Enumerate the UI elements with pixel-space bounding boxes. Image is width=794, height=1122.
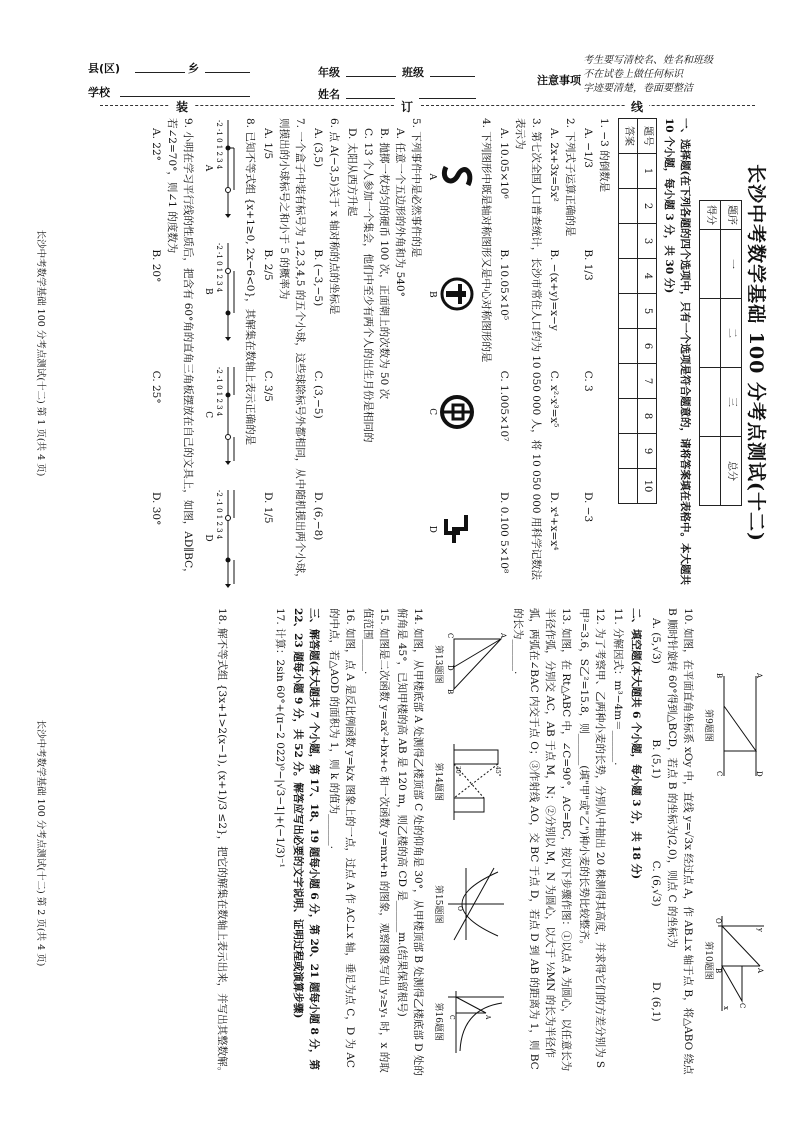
score-input[interactable] xyxy=(700,437,721,506)
section-3-heading: 三、解答题(本大题共 7 个小题，第 17、18、19 题每小题 6 分，第 20、21 题每小题 8 分，第 22、23 题每小题 9 分，共 52 分。解答应写出必要的文字说明、证明过程或演算步骤) xyxy=(292,608,320,1070)
answer-cell: 7 xyxy=(638,364,657,399)
option: C. 3 xyxy=(582,370,594,392)
option: C. x²·x³=x⁵ xyxy=(548,370,560,428)
question-17: 17. 计算：2sin 60°+(π−2 022)⁰−|√3−1|+(−1/3)⁻¹ xyxy=(274,608,286,868)
figures-13-16 xyxy=(430,608,506,1078)
question-4: 4. 下列图形中既是轴对称图形又是中心对称图形的是 xyxy=(480,118,492,363)
answer-input[interactable] xyxy=(619,224,638,259)
option: B. 10.05×10⁵ xyxy=(498,249,510,321)
option: D. 0.100 5×10⁸ xyxy=(498,491,510,574)
question-14: 14. 如图，从甲楼底部 A 处测得乙楼顶部 C 处的仰角是 30°，从甲楼顶部 B 处测得乙楼底部 D 处的俯角是 45°，已知甲楼的高 AB 是 120 m，则乙楼的高 CD 是______m.(结果保留根号) xyxy=(396,608,424,1076)
answer-table xyxy=(618,118,657,504)
option: A. −1/3 xyxy=(582,128,594,168)
option: A. (5,√3) xyxy=(650,618,662,664)
number-line-d xyxy=(200,488,238,588)
notice-item: 不在试卷上做任何标识 xyxy=(583,69,683,80)
answer-input[interactable] xyxy=(619,469,638,504)
figure-label: C xyxy=(203,411,213,419)
question-3: 3. 第七次全国人口普查统计，长沙市常住人口约为 10 050 000 人，将 10 050 000 用科学记数法表示为 xyxy=(514,118,542,580)
option: C. (6,√3) xyxy=(650,860,662,907)
page-1 xyxy=(30,118,770,588)
question-3-options xyxy=(496,118,512,588)
answer-cell: 4 xyxy=(638,259,657,294)
figure-16 xyxy=(430,987,506,1057)
school-label: 学校 xyxy=(88,86,110,99)
option: D. 太阳从西方升起 xyxy=(346,128,358,217)
notice-item: 考生要写清校名、姓名和班级 xyxy=(583,55,713,66)
logo-option-b xyxy=(428,271,474,317)
score-cell: 得分 xyxy=(700,201,721,230)
answer-cell: 8 xyxy=(638,399,657,434)
logo-option-d xyxy=(428,506,474,552)
buildings-figure-icon xyxy=(446,742,506,822)
number-line-b xyxy=(200,241,238,341)
option: B. 20° xyxy=(150,249,162,283)
score-table xyxy=(699,200,742,506)
figure-caption: 第15题图 xyxy=(433,885,443,924)
figure-label: B xyxy=(427,290,437,298)
answer-cell: 5 xyxy=(638,294,657,329)
figure-caption: 第13题图 xyxy=(433,645,443,684)
svg-text:A: A xyxy=(755,672,763,678)
page-title: 长沙中考数学基础 100 分考点测试(十二) xyxy=(745,164,767,542)
question-4-figures xyxy=(428,118,474,588)
question-10-options xyxy=(648,608,664,1078)
svg-text:30°: 30° xyxy=(454,765,461,777)
figure-10 xyxy=(700,906,766,1016)
svg-text:B: B xyxy=(446,689,454,695)
score-input[interactable] xyxy=(700,230,721,299)
option: A. 1/5 xyxy=(262,128,274,160)
number-line-icon xyxy=(216,365,238,465)
answer-cell: 3 xyxy=(638,224,657,259)
grade-field[interactable] xyxy=(346,76,396,77)
question-11: 11. 分解因式：m³−4m＝______. xyxy=(612,608,624,766)
score-input[interactable] xyxy=(700,368,721,437)
svg-text:C: C xyxy=(738,1002,746,1008)
question-9-options xyxy=(148,118,164,588)
option: A. 2x+3x=5x² xyxy=(548,128,560,202)
answer-cell: 10 xyxy=(638,469,657,504)
answer-input[interactable] xyxy=(619,364,638,399)
notice-box xyxy=(583,54,753,96)
answer-input[interactable] xyxy=(619,434,638,469)
binding-word: 装 xyxy=(170,98,194,115)
option: D. 1/5 xyxy=(262,491,274,524)
number-line-icon xyxy=(216,241,238,341)
score-input[interactable] xyxy=(700,299,721,368)
notice-title: 注意事项 xyxy=(537,74,581,87)
question-5: 5. 下列事件中是必然事件的是 xyxy=(410,118,422,258)
option: D. (6,1) xyxy=(650,981,662,1022)
option: A. 10.05×10⁶ xyxy=(498,128,510,199)
svg-text:C: C xyxy=(448,1014,455,1020)
figure-14 xyxy=(430,742,506,822)
answer-input[interactable] xyxy=(619,259,638,294)
s-shape-logo-icon xyxy=(440,157,474,197)
figure-9 xyxy=(700,671,766,781)
svg-text:O: O xyxy=(714,917,722,924)
hyperbola-figure-icon xyxy=(446,987,506,1057)
answer-space[interactable] xyxy=(232,608,272,1078)
option: B. 1/3 xyxy=(582,249,594,281)
answer-cell: 2 xyxy=(638,189,657,224)
name-label: 姓名 xyxy=(318,88,340,101)
grade-label: 年级 xyxy=(318,66,340,79)
svg-text:D: D xyxy=(446,665,454,671)
county-field[interactable] xyxy=(135,72,185,73)
option: C. 25° xyxy=(150,370,162,404)
township-field[interactable] xyxy=(205,72,250,73)
number-line-icon xyxy=(216,488,238,588)
question-7: 7. 一个盒子中装有标号为 1,2,3,4,5 的五个小球，这些球除标号外都相同，从中随机摸出两个小球，则摸出的小球标号之和小于 5 的概率为 xyxy=(278,118,306,584)
option: A. 任意一个五边形的外角和为 540° xyxy=(394,128,406,297)
section-2-heading: 二、填空题(本大题共 6 个小题，每小题 3 分，共 18 分) xyxy=(630,608,642,880)
option: A. (3,5) xyxy=(312,128,324,168)
parabola-figure-icon xyxy=(446,864,506,944)
figure-label: A xyxy=(203,164,213,172)
question-18: 18. 解不等式组 {3x+1>2(x−1), (x+1)/3 ≤2}，把它的解集在数轴上表示出来，并写出其整数解。 xyxy=(216,608,228,1078)
binding-word: 线 xyxy=(625,98,649,115)
answer-input[interactable] xyxy=(619,399,638,434)
number-line-a xyxy=(200,118,238,218)
page-2 xyxy=(30,608,770,1078)
question-13: 13. 如图，在 Rt△ABC 中，∠C=90°，AC=BC，按以下步骤作图：①以点 A 为圆心，以任意长为半径作弧，分别交 AC，AB 于点 M，N；②分别以 M，N 为圆心，以大于 ½MN 的长为半径作弧，两弧在∠BAC 内交于点 O；③作射线 AO，交 BC 于点 D，若点 D 到 AB 的距离为 1，则 BC 的长为______. xyxy=(512,608,572,1072)
option: C. (3,−5) xyxy=(312,370,324,419)
svg-text:-2 -1 0 1 2 3 4: -2 -1 0 1 2 3 4 xyxy=(215,366,223,416)
score-cell: 三 xyxy=(721,368,742,437)
option: C. 13 个人参加一个集会，他们中至少有两个人的出生月份是相同的 xyxy=(362,128,374,443)
question-2: 2. 下列式子运算正确的是 xyxy=(564,118,576,237)
answer-cell: 6 xyxy=(638,329,657,364)
answer-cell: 题号 xyxy=(638,119,657,154)
option: D. x⁴+x=x⁴ xyxy=(548,491,560,551)
township-label: 乡 xyxy=(188,62,199,75)
answer-input[interactable] xyxy=(619,189,638,224)
question-8: 8. 已知不等式组 {x+1≥0, 2x−6<0}，其解集在数轴上表示正确的是 xyxy=(244,118,256,446)
option: C. 3/5 xyxy=(262,370,274,402)
figure-label: B xyxy=(203,288,213,295)
option: B. (5,1) xyxy=(650,739,662,779)
coordinate-figure-icon xyxy=(716,906,766,1016)
answer-input[interactable] xyxy=(619,329,638,364)
svg-text:A: A xyxy=(499,633,507,639)
figure-label: A xyxy=(427,173,437,180)
county-label: 县(区) xyxy=(88,62,121,75)
question-1: 1. −3 的倒数是 xyxy=(598,118,610,193)
rail-logo-icon xyxy=(440,274,474,314)
option: B. (−3,−5) xyxy=(312,249,324,307)
option: B. 2/5 xyxy=(262,249,274,281)
svg-text:-2 -1 0 1 2 3 4: -2 -1 0 1 2 3 4 xyxy=(215,243,223,293)
exam-sheet xyxy=(30,118,770,1078)
logo-option-c xyxy=(428,389,474,435)
figures-9-10 xyxy=(700,608,766,1078)
score-cell: 总分 xyxy=(721,437,742,506)
class-field[interactable] xyxy=(430,76,475,77)
svg-text:C: C xyxy=(715,770,723,776)
option: B. −(x+y)=x−y xyxy=(548,249,560,331)
question-15: 15. 如图是二次函数 y=ax²+bx+c 和一次函数 y=mx+n 的图象，观察图象写出 y₂≥y₁ 时，x 的取值范围______. xyxy=(362,608,390,1073)
figure-caption: 第9题图 xyxy=(703,709,713,742)
question-9: 9. 小明在学习平行线的性质后，把含有 60°角的直角三角板摆放在自己的文具上，如图，AD∥BC，若∠2=70°，则∠1 的度数为 xyxy=(166,118,194,579)
answer-input[interactable] xyxy=(619,154,638,189)
svg-text:y: y xyxy=(756,927,764,932)
svg-text:A: A xyxy=(756,967,764,973)
answer-cell: 答案 xyxy=(619,119,638,154)
exam-rotated-content xyxy=(30,118,770,1078)
number-line-icon xyxy=(216,118,238,218)
figure-15 xyxy=(430,864,506,944)
option: B. 抛掷一枚均匀的硬币 100 次，正面朝上的次数为 50 次 xyxy=(378,128,390,400)
option: D. −3 xyxy=(582,491,594,523)
svg-text:x: x xyxy=(722,1005,730,1010)
answer-cell: 1 xyxy=(638,154,657,189)
figure-label: D xyxy=(203,534,213,542)
question-5-options xyxy=(344,118,408,588)
figure-caption: 第16题图 xyxy=(433,1002,443,1041)
svg-text:C: C xyxy=(446,633,454,639)
triangle-ruler-figure-icon xyxy=(716,671,766,781)
answer-cell: 9 xyxy=(638,434,657,469)
option: D. (6,−8) xyxy=(312,491,324,541)
score-cell: 题序 xyxy=(721,201,742,230)
figure-label: D xyxy=(427,525,437,533)
question-12: 12. 为了考察甲、乙两种小麦的长势，分别从中抽出 20 株测得其高度，并求得它们的方差分别为 S甲²=3.6，S乙²=15.8，则______(填"甲"或"乙")种小麦的长势比较整齐。 xyxy=(578,608,606,1069)
svg-text:45°: 45° xyxy=(494,765,501,777)
svg-text:A: A xyxy=(484,1014,491,1020)
figure-caption: 第14题图 xyxy=(433,762,443,801)
class-label: 班级 xyxy=(402,66,424,79)
figure-label: C xyxy=(427,408,437,416)
right-triangle-figure-icon xyxy=(446,629,506,699)
figure-13 xyxy=(430,629,506,699)
answer-input[interactable] xyxy=(619,294,638,329)
score-cell: 一 xyxy=(721,230,742,299)
figure-caption: 第10题图 xyxy=(703,941,713,980)
swirl-logo-icon xyxy=(440,509,474,549)
score-cell: 二 xyxy=(721,299,742,368)
option: C. 1.005×10⁷ xyxy=(498,370,510,442)
svg-text:B: B xyxy=(714,967,722,973)
svg-text:B: B xyxy=(715,672,723,678)
number-line-c xyxy=(200,365,238,465)
question-8-number-lines xyxy=(200,118,238,588)
question-1-options xyxy=(580,118,596,588)
question-7-options xyxy=(260,118,276,588)
logo-option-a xyxy=(428,154,474,200)
question-6-options xyxy=(310,118,326,588)
notice-item: 字迹要清楚，卷面要整洁 xyxy=(583,83,693,94)
question-6: 6. 点 A(−3,5)关于 x 轴对称的点的坐标是 xyxy=(328,118,340,315)
page-footer: 长沙中考数学基础 100 分考点测试(十二) 第 2 页(共 4 页) xyxy=(35,719,46,967)
option: D. 30° xyxy=(150,491,162,526)
binding-word: 订 xyxy=(395,98,419,115)
section-1-heading: 一、选择题(在下列各题的四个选项中，只有一个选项是符合题意的，请将答案填在表格中。本大题共 10 个小题，每小题 3 分，共 30 分) xyxy=(663,118,691,585)
question-2-options xyxy=(546,118,562,588)
svg-text:O: O xyxy=(456,906,463,912)
svg-text:D: D xyxy=(755,770,763,777)
question-10: 10. 如图，在平面直角坐标系 xOy 中，直线 y=√3x 经过点 A，作 AB⊥x 轴于点 B，将△ABO 绕点 B 顺时针旋转 60°得到△BCD，若点 B 的坐标为(2,0)，则点 C 的坐标为 xyxy=(666,608,694,1075)
bank-logo-icon xyxy=(440,392,474,432)
binding-line xyxy=(100,105,755,106)
question-16: 16. 如图，点 A 是反比例函数 y=k/x 图象上的一点，过点 A 作 AC⊥x 轴，垂足为点 C，D 为 AC 的中点，若△AOD 的面积为 1，则 k 的值为______. xyxy=(328,608,356,1068)
school-field[interactable] xyxy=(120,96,250,97)
answer-space[interactable] xyxy=(174,608,214,1078)
svg-text:-2 -1 0 1 2 3 4: -2 -1 0 1 2 3 4 xyxy=(215,120,223,170)
svg-text:-2 -1 0 1 2 3 4: -2 -1 0 1 2 3 4 xyxy=(215,489,223,540)
option: A. 22° xyxy=(150,128,162,161)
page-footer: 长沙中考数学基础 100 分考点测试(十二) 第 1 页(共 4 页) xyxy=(35,229,46,477)
